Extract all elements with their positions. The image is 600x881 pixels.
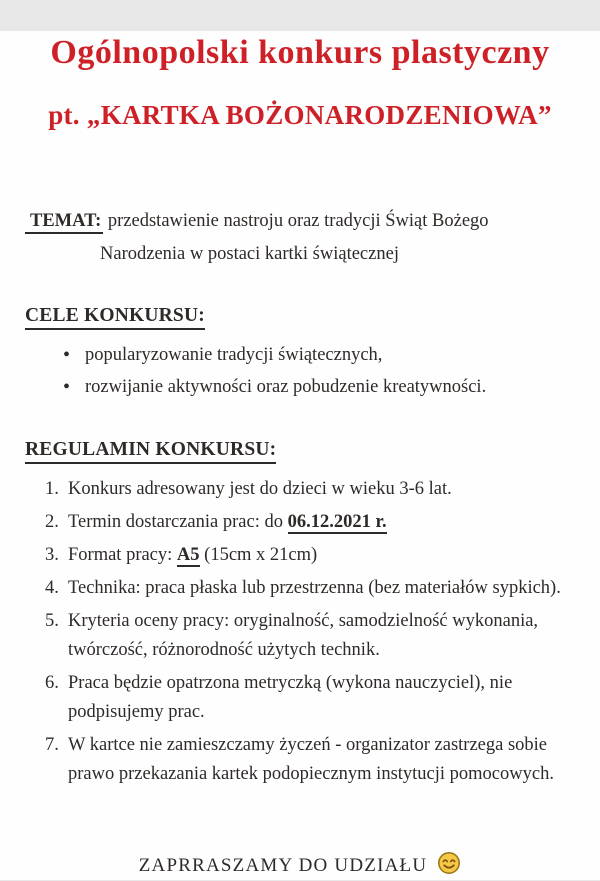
rule-item	[45, 541, 590, 570]
rule-number: 7.	[45, 735, 59, 755]
rule-text: Technika: praca płaska lub przestrzenna (bez materiałów sypkich).	[68, 578, 561, 598]
rule-item	[45, 607, 590, 665]
bullet-marker: •	[63, 344, 71, 366]
page-title: Ogólnopolski konkurs plastyczny	[50, 34, 550, 71]
rule-number: 4.	[45, 578, 59, 598]
rule-text: Praca będzie opatrzona metryczką (wykona nauczyciel), nie podpisujemy prac.	[68, 673, 513, 722]
rule-item	[45, 574, 590, 603]
rule-text	[68, 541, 317, 570]
footer-invitation	[0, 851, 600, 881]
regulamin-heading: REGULAMIN KONKURSU:	[25, 439, 276, 464]
rule-item	[45, 508, 590, 537]
rule-number: 2.	[45, 512, 59, 532]
footer-text: ZAPRRASZAMY DO UDZIAŁU	[138, 855, 428, 876]
rule-item	[45, 669, 590, 727]
section-cele	[25, 305, 580, 403]
rule-number: 3.	[45, 545, 59, 565]
rule-deadline-emphasis: 06.12.2021 r.	[287, 512, 387, 532]
section-temat	[25, 205, 580, 271]
rule-format-emphasis: A5	[176, 545, 200, 565]
bullet-marker: •	[63, 376, 71, 398]
regulamin-rule-list	[25, 475, 590, 789]
rule-text: Konkurs adresowany jest do dzieci w wieku 3-6 lat.	[68, 479, 452, 499]
section-regulamin	[25, 439, 590, 789]
rule-item	[45, 475, 590, 504]
cele-bullet-text: popularyzowanie tradycji świątecznych,	[85, 345, 383, 365]
rule-number: 5.	[45, 611, 59, 631]
rule-text-prefix: Format pracy:	[68, 545, 177, 565]
rule-text-prefix: Termin dostarczania prac: do	[68, 512, 288, 532]
temat-line1	[25, 205, 580, 238]
cele-heading: CELE KONKURSU:	[25, 305, 205, 330]
temat-label: TEMAT:	[25, 211, 103, 234]
rule-item	[45, 731, 590, 789]
rule-text-suffix: (15cm x 21cm)	[199, 545, 318, 565]
rule-number: 1.	[45, 479, 59, 499]
list-item	[63, 339, 580, 371]
rule-number: 6.	[45, 673, 59, 693]
page-subtitle: pt. „KARTKA BOŻONARODZENIOWA”	[48, 100, 552, 130]
smiling-face-icon	[437, 851, 461, 881]
rule-text: Kryteria oceny pracy: oryginalność, samodzielność wykonania, twórczość, różnorodność użytych technik.	[68, 611, 539, 660]
rule-text: W kartce nie zamieszczamy życzeń - organizator zastrzega sobie prawo przekazania kartek podopiecznym instytucji pomocowych.	[68, 735, 554, 784]
cele-bullet-text: rozwijanie aktywności oraz pobudzenie kreatywności.	[85, 377, 487, 397]
temat-text-line1: przedstawienie nastroju oraz tradycji Świąt Bożego	[107, 211, 489, 231]
footer-inner	[139, 851, 462, 881]
cele-bullet-list	[25, 339, 580, 403]
document-page	[0, 31, 600, 880]
list-item	[63, 371, 580, 403]
temat-text-line2: Narodzenia w postaci kartki świątecznej	[100, 244, 399, 264]
rule-text	[68, 508, 387, 537]
